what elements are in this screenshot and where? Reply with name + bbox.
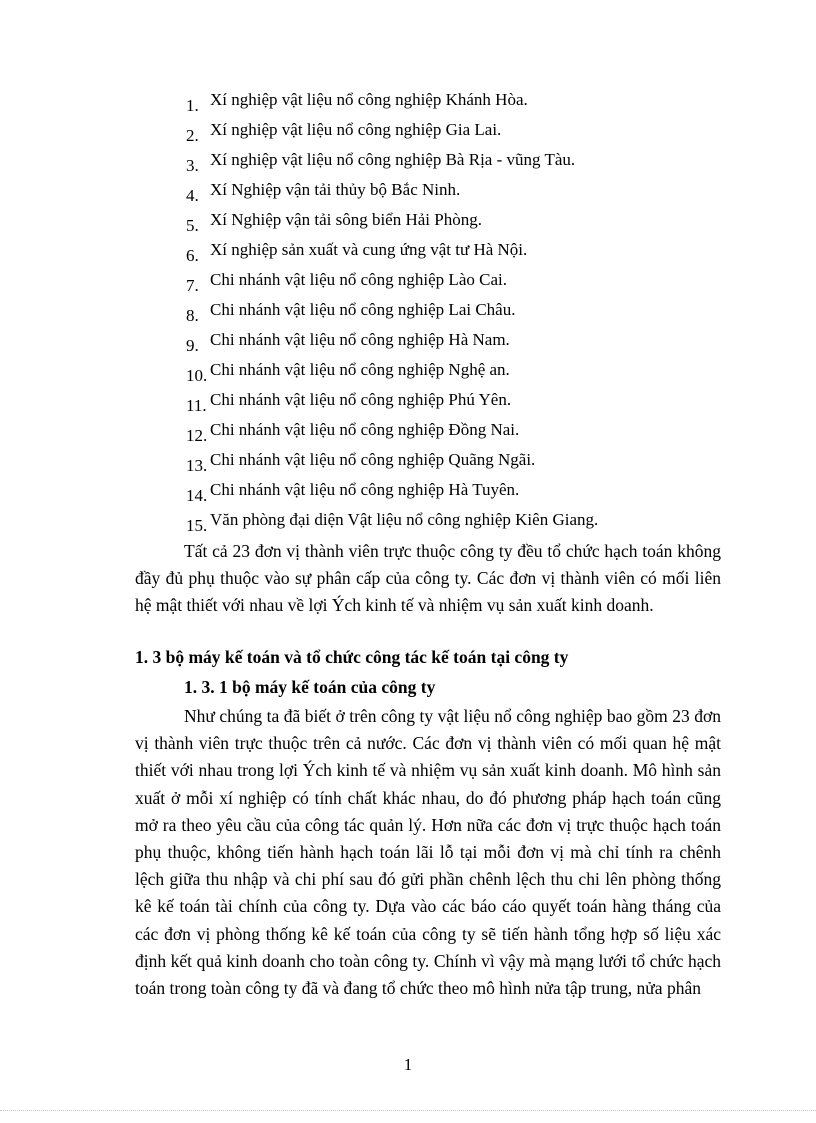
list-item-number: 1. <box>186 96 199 115</box>
list-item-number: 7. <box>186 276 199 295</box>
list-item-number: 5. <box>186 216 199 235</box>
list-item <box>0 118 816 148</box>
list-item <box>0 388 816 418</box>
list-item-text: Chi nhánh vật liệu nổ công nghiệp Hà Nam. <box>210 330 510 349</box>
list-item-number: 12. <box>186 426 208 445</box>
list-item-text: Xí nghiệp sản xuất và cung ứng vật tư Hà Nội. <box>210 240 528 259</box>
list-item <box>0 88 816 118</box>
page-number: 1 <box>403 1055 413 1074</box>
list-item <box>0 208 816 238</box>
list-item-text: Chi nhánh vật liệu nổ công nghiệp Lào Cai. <box>210 270 507 289</box>
list-item <box>0 508 816 538</box>
list-item-number: 11. <box>186 396 207 415</box>
page-bottom-divider <box>0 1110 816 1111</box>
unit-list <box>0 88 816 538</box>
list-item <box>0 418 816 448</box>
list-item-number: 2. <box>186 126 199 145</box>
section-heading: 1. 3 bộ máy kế toán và tổ chức công tác kế toán tại công ty <box>135 647 569 667</box>
list-item-text: Chi nhánh vật liệu nổ công nghiệp Lai Châu. <box>210 300 516 319</box>
list-item-text: Xí nghiệp vật liệu nổ công nghiệp Bà Rịa - vũng Tàu. <box>210 150 576 169</box>
list-item-text: Chi nhánh vật liệu nổ công nghiệp Nghệ an. <box>210 360 510 379</box>
list-item-text: Chi nhánh vật liệu nổ công nghiệp Đồng Nai. <box>210 420 520 439</box>
list-item-number: 9. <box>186 336 199 355</box>
list-item <box>0 148 816 178</box>
list-item-text: Xí Nghiệp vận tải thủy bộ Bắc Ninh. <box>210 180 461 199</box>
list-item-number: 14. <box>186 486 208 505</box>
list-item-text: Xí nghiệp vật liệu nổ công nghiệp Khánh Hòa. <box>210 90 528 109</box>
list-item-number: 6. <box>186 246 199 265</box>
list-item-number: 3. <box>186 156 199 175</box>
list-item-text: Xí nghiệp vật liệu nổ công nghiệp Gia Lai. <box>210 120 502 139</box>
list-item <box>0 358 816 388</box>
list-item <box>0 478 816 508</box>
list-item-text: Xí Nghiệp vận tải sông biển Hải Phòng. <box>210 210 482 229</box>
list-item-text: Chi nhánh vật liệu nổ công nghiệp Hà Tuyên. <box>210 480 520 499</box>
list-item <box>0 268 816 298</box>
subsection-heading: 1. 3. 1 bộ máy kế toán của công ty <box>184 677 436 697</box>
list-item <box>0 298 816 328</box>
list-item <box>0 238 816 268</box>
list-item-number: 4. <box>186 186 199 205</box>
list-item-number: 10. <box>186 366 208 385</box>
list-item <box>0 178 816 208</box>
list-item-number: 15. <box>186 516 208 535</box>
list-item-number: 8. <box>186 306 199 325</box>
list-item <box>0 448 816 478</box>
paragraph-accounting-structure: Như chúng ta đã biết ở trên công ty vật liệu nổ công nghiệp bao gồm 23 đơn vị thành viên trực thuộc trên cả nước. Các đơn vị thành viên có mối quan hệ mật thiết với nhau trong lợi Ých kinh tế và nhiệm vụ sản xuất kinh doanh. Mô hình sản xuất ở mỗi xí nghiệp có tính chất khác nhau, do đó phương pháp hạch toán cũng mở ra theo yêu cầu của công tác quản lý. Hơn nữa các đơn vị trực thuộc hạch toán phụ thuộc, không tiến hành hạch toán lãi lỗ tại mỗi đơn vị mà chỉ tính ra chênh lệch giữa thu nhập và chi phí sau đó gửi phần chênh lệch thu chi lên phòng thống kê kế toán tài chính của công ty. Dựa vào các báo cáo quyết toán hàng tháng của các đơn vị phòng thống kê kế toán của công ty sẽ tiến hành tổng hợp số liệu xác định kết quả kinh doanh cho toàn công ty. Chính vì vậy mà mạng lưới tổ chức hạch toán trong toàn công ty đã và đang tổ chức theo mô hình nửa tập trung, nửa phân <box>135 706 721 999</box>
list-item <box>0 328 816 358</box>
list-item-text: Chi nhánh vật liệu nổ công nghiệp Quãng Ngãi. <box>210 450 536 469</box>
paragraph-member-units: Tất cả 23 đơn vị thành viên trực thuộc công ty đều tổ chức hạch toán không đầy đủ phụ thuộc vào sự phân cấp của công ty. Các đơn vị thành viên có mối liên hệ mật thiết với nhau về lợi Ých kinh tế và nhiệm vụ sản xuất kinh doanh. <box>135 541 721 616</box>
list-item-text: Văn phòng đại diện Vật liệu nổ công nghiệp Kiên Giang. <box>210 510 599 529</box>
list-item-text: Chi nhánh vật liệu nổ công nghiệp Phú Yên. <box>210 390 512 409</box>
list-item-number: 13. <box>186 456 208 475</box>
